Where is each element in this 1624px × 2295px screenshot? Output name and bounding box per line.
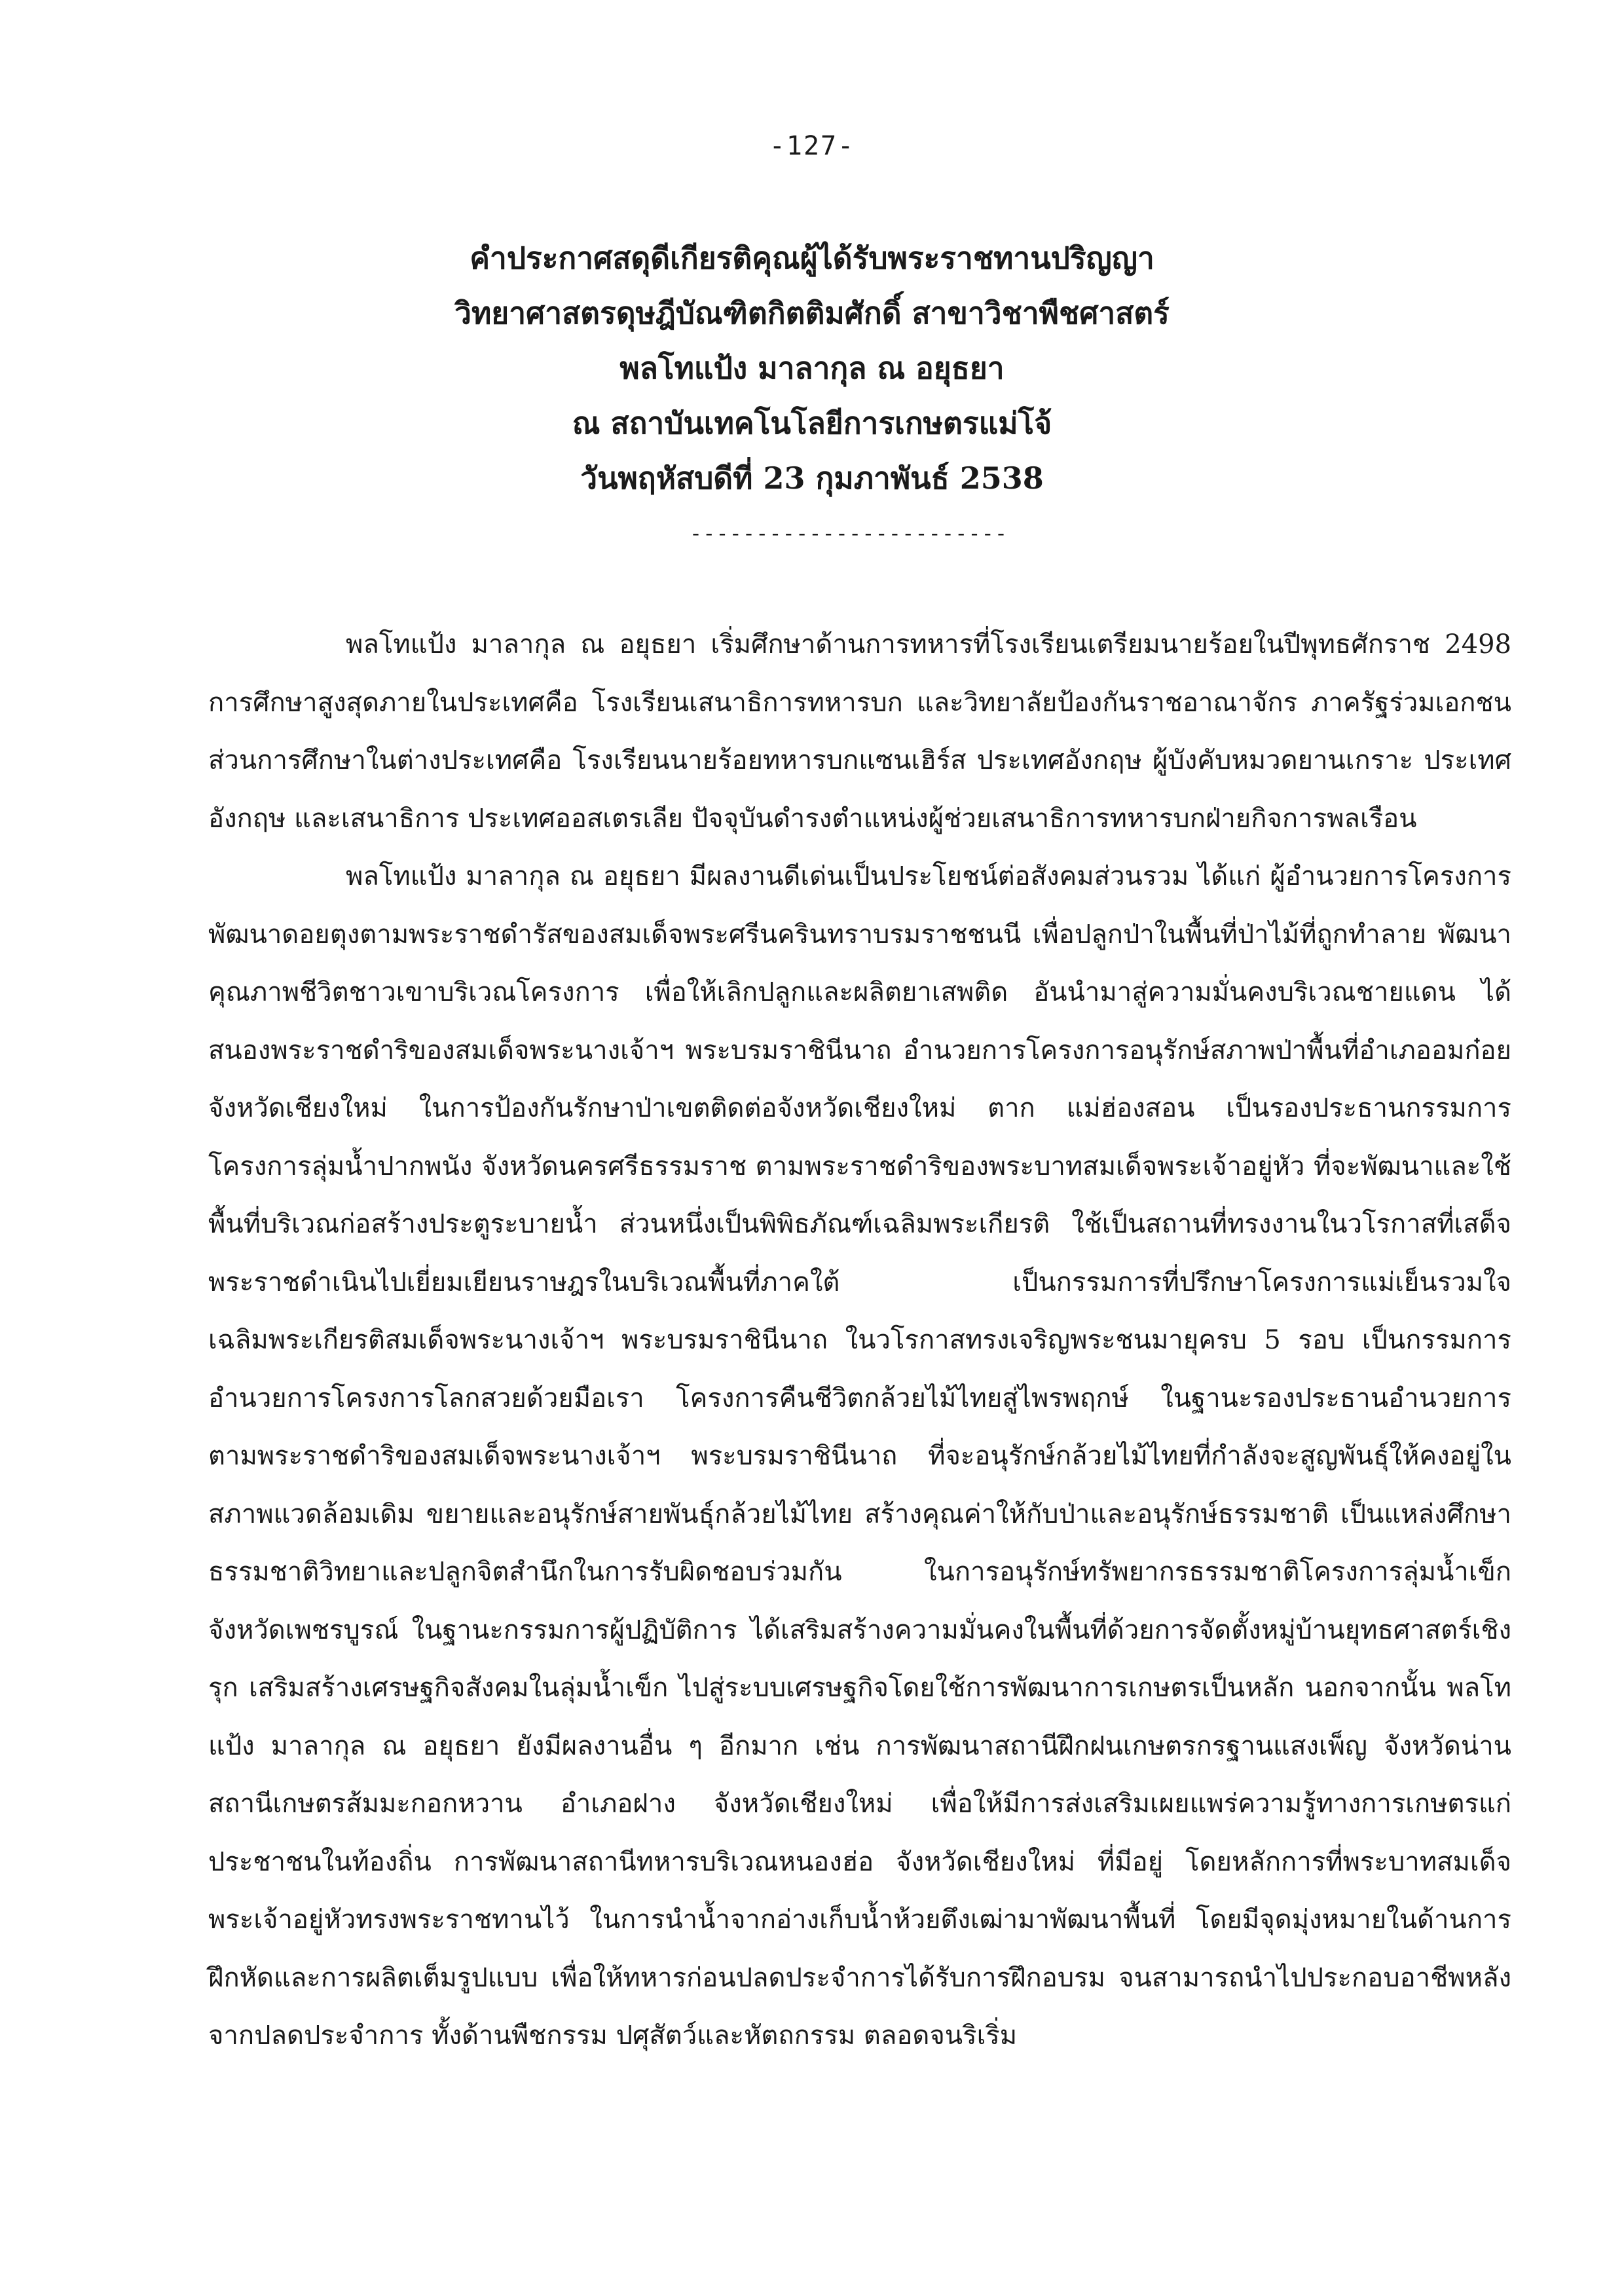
heading-degree: วิทยาศาสตรดุษฎีบัณฑิตกิตติมศักดิ์ สาขาวิชาพืชศาสตร์	[454, 295, 1170, 331]
heading-date: วันพฤหัสบดีที่ 23 กุมภาพันธ์ 2538	[580, 460, 1044, 496]
paragraph-education: พลโทแป้ง มาลากุล ณ อยุธยา เริ่มศึกษาด้านการทหารที่โรงเรียนเตรียมนายร้อยในปีพุทธศักราช 2498 การศึกษาสูงสุดภายในประเทศคือ โรงเรียนเสนาธิการทหารบก และวิทยาลัยป้องกันราชอาณาจักร ภาครัฐร่วมเอกชน ส่วนการศึกษาในต่างประเทศคือ โรงเรียนนายร้อยทหารบกแซนเฮิร์ส ประเทศอังกฤษ ผู้บังคับหมวดยานเกราะ ประเทศอังกฤษ และเสนาธิการ ประเทศออสเตรเลีย ปัจจุบันดำรงตำแหน่งผู้ช่วยเสนาธิการทหารบกฝ่ายกิจการพลเรือน	[208, 629, 1511, 834]
paragraph-achievements: พลโทแป้ง มาลากุล ณ อยุธยา มีผลงานดีเด่นเป็นประโยชน์ต่อสังคมส่วนรวม ได้แก่ ผู้อำนวยการโครงการพัฒนาดอยตุงตามพระราชดำรัสของสมเด็จพระศรีนครินทราบรมราชชนนี เพื่อปลูกป่าในพื้นที่ป่าไม้ที่ถูกทำลาย พัฒนาคุณภาพชีวิตชาวเขาบริเวณโครงการ เพื่อให้เลิกปลูกและผลิตยาเสพติด อันนำมาสู่ความมั่นคงบริเวณชายแดน ได้สนองพระราชดำริของสมเด็จพระนางเจ้าฯ พระบรมราชินีนาถ อำนวยการโครงการอนุรักษ์สภาพป่าพื้นที่อำเภออมก๋อย จังหวัดเชียงใหม่ ในการป้องกันรักษาป่าเขตติดต่อจังหวัดเชียงใหม่ ตาก แม่ฮ่องสอน เป็นรองประธานกรรมการโครงการลุ่มน้ำปากพนัง จังหวัดนครศรีธรรมราช ตามพระราชดำริของพระบาทสมเด็จพระเจ้าอยู่หัว ที่จะพัฒนาและใช้พื้นที่บริเวณก่อสร้างประตูระบายน้ำ ส่วนหนึ่งเป็นพิพิธภัณฑ์เฉลิมพระเกียรติ ใช้เป็นสถานที่ทรงงานในวโรกาสที่เสด็จพระราชดำเนินไปเยี่ยมเยียนราษฎรในบริเวณพื้นที่ภาคใต้ เป็นกรรมการที่ปรึกษาโครงการแม่เย็นรวมใจเฉลิมพระเกียรติสมเด็จพระนางเจ้าฯ พระบรมราชินีนาถ ในวโรกาสทรงเจริญพระชนมายุครบ 5 รอบ เป็นกรรมการอำนวยการโครงการโลกสวยด้วยมือเรา โครงการคืนชีวิตกล้วยไม้ไทยสู่ไพรพฤกษ์ ในฐานะรองประธานอำนวยการ ตามพระราชดำริของสมเด็จพระนางเจ้าฯ พระบรมราชินีนาถ ที่จะอนุรักษ์กล้วยไม้ไทยที่กำลังจะสูญพันธุ์ให้คงอยู่ในสภาพแวดล้อมเดิม ขยายและอนุรักษ์สายพันธุ์กล้วยไม้ไทย สร้างคุณค่าให้กับป่าและอนุรักษ์ธรรมชาติ เป็นแหล่งศึกษาธรรมชาติวิทยาและปลูกจิตสำนึกในการรับผิดชอบร่วมกัน ในการอนุรักษ์ทรัพยากรธรรมชาติโครงการลุ่มน้ำเข็ก จังหวัดเพชรบูรณ์ ในฐานะกรรมการผู้ปฏิบัติการ ได้เสริมสร้างความมั่นคงในพื้นที่ด้วยการจัดตั้งหมู่บ้านยุทธศาสตร์เชิงรุก เสริมสร้างเศรษฐกิจสังคมในลุ่มน้ำเข็ก ไปสู่ระบบเศรษฐกิจโดยใช้การพัฒนาการเกษตรเป็นหลัก นอกจากนั้น พลโทแป้ง มาลากุล ณ อยุธยา ยังมีผลงานอื่น ๆ อีกมาก เช่น การพัฒนาสถานีฝึกฝนเกษตรกรฐานแสงเพ็ญ จังหวัดน่าน สถานีเกษตรส้มมะกอกหวาน อำเภอฝาง จังหวัดเชียงใหม่ เพื่อให้มีการส่งเสริมเผยแพร่ความรู้ทางการเกษตรแก่ประชาชนในท้องถิ่น การพัฒนาสถานีทหารบริเวณหนองฮ่อ จังหวัดเชียงใหม่ ที่มีอยู่ โดยหลักการที่พระบาทสมเด็จพระเจ้าอยู่หัวทรงพระราชทานไว้ ในการนำน้ำจากอ่างเก็บน้ำห้วยตึงเฒ่ามาพัฒนาพื้นที่ โดยมีจุดมุ่งหมายในด้านการฝึกหัดและการผลิตเต็มรูปแบบ เพื่อให้ทหารก่อนปลดประจำการได้รับการฝึกอบรม จนสามารถนำไปประกอบอาชีพหลังจากปลดประจำการ ทั้งด้านพืชกรรม ปศุสัตว์และหัตถกรรม ตลอดจนริเริ่ม	[208, 861, 1511, 2051]
heading-divider: ------------------------	[689, 521, 1008, 546]
heading-recipient: พลโทแป้ง มาลากุล ณ อยุธยา	[619, 350, 1005, 386]
page-number: -127-	[769, 131, 855, 161]
document-body	[208, 616, 1511, 2065]
document-heading	[0, 231, 1624, 506]
heading-institution: ณ สถาบันเทคโนโลยีการเกษตรแม่โจ้	[572, 405, 1052, 441]
heading-title: คำประกาศสดุดีเกียรติคุณผู้ได้รับพระราชทานปริญญา	[470, 240, 1154, 276]
